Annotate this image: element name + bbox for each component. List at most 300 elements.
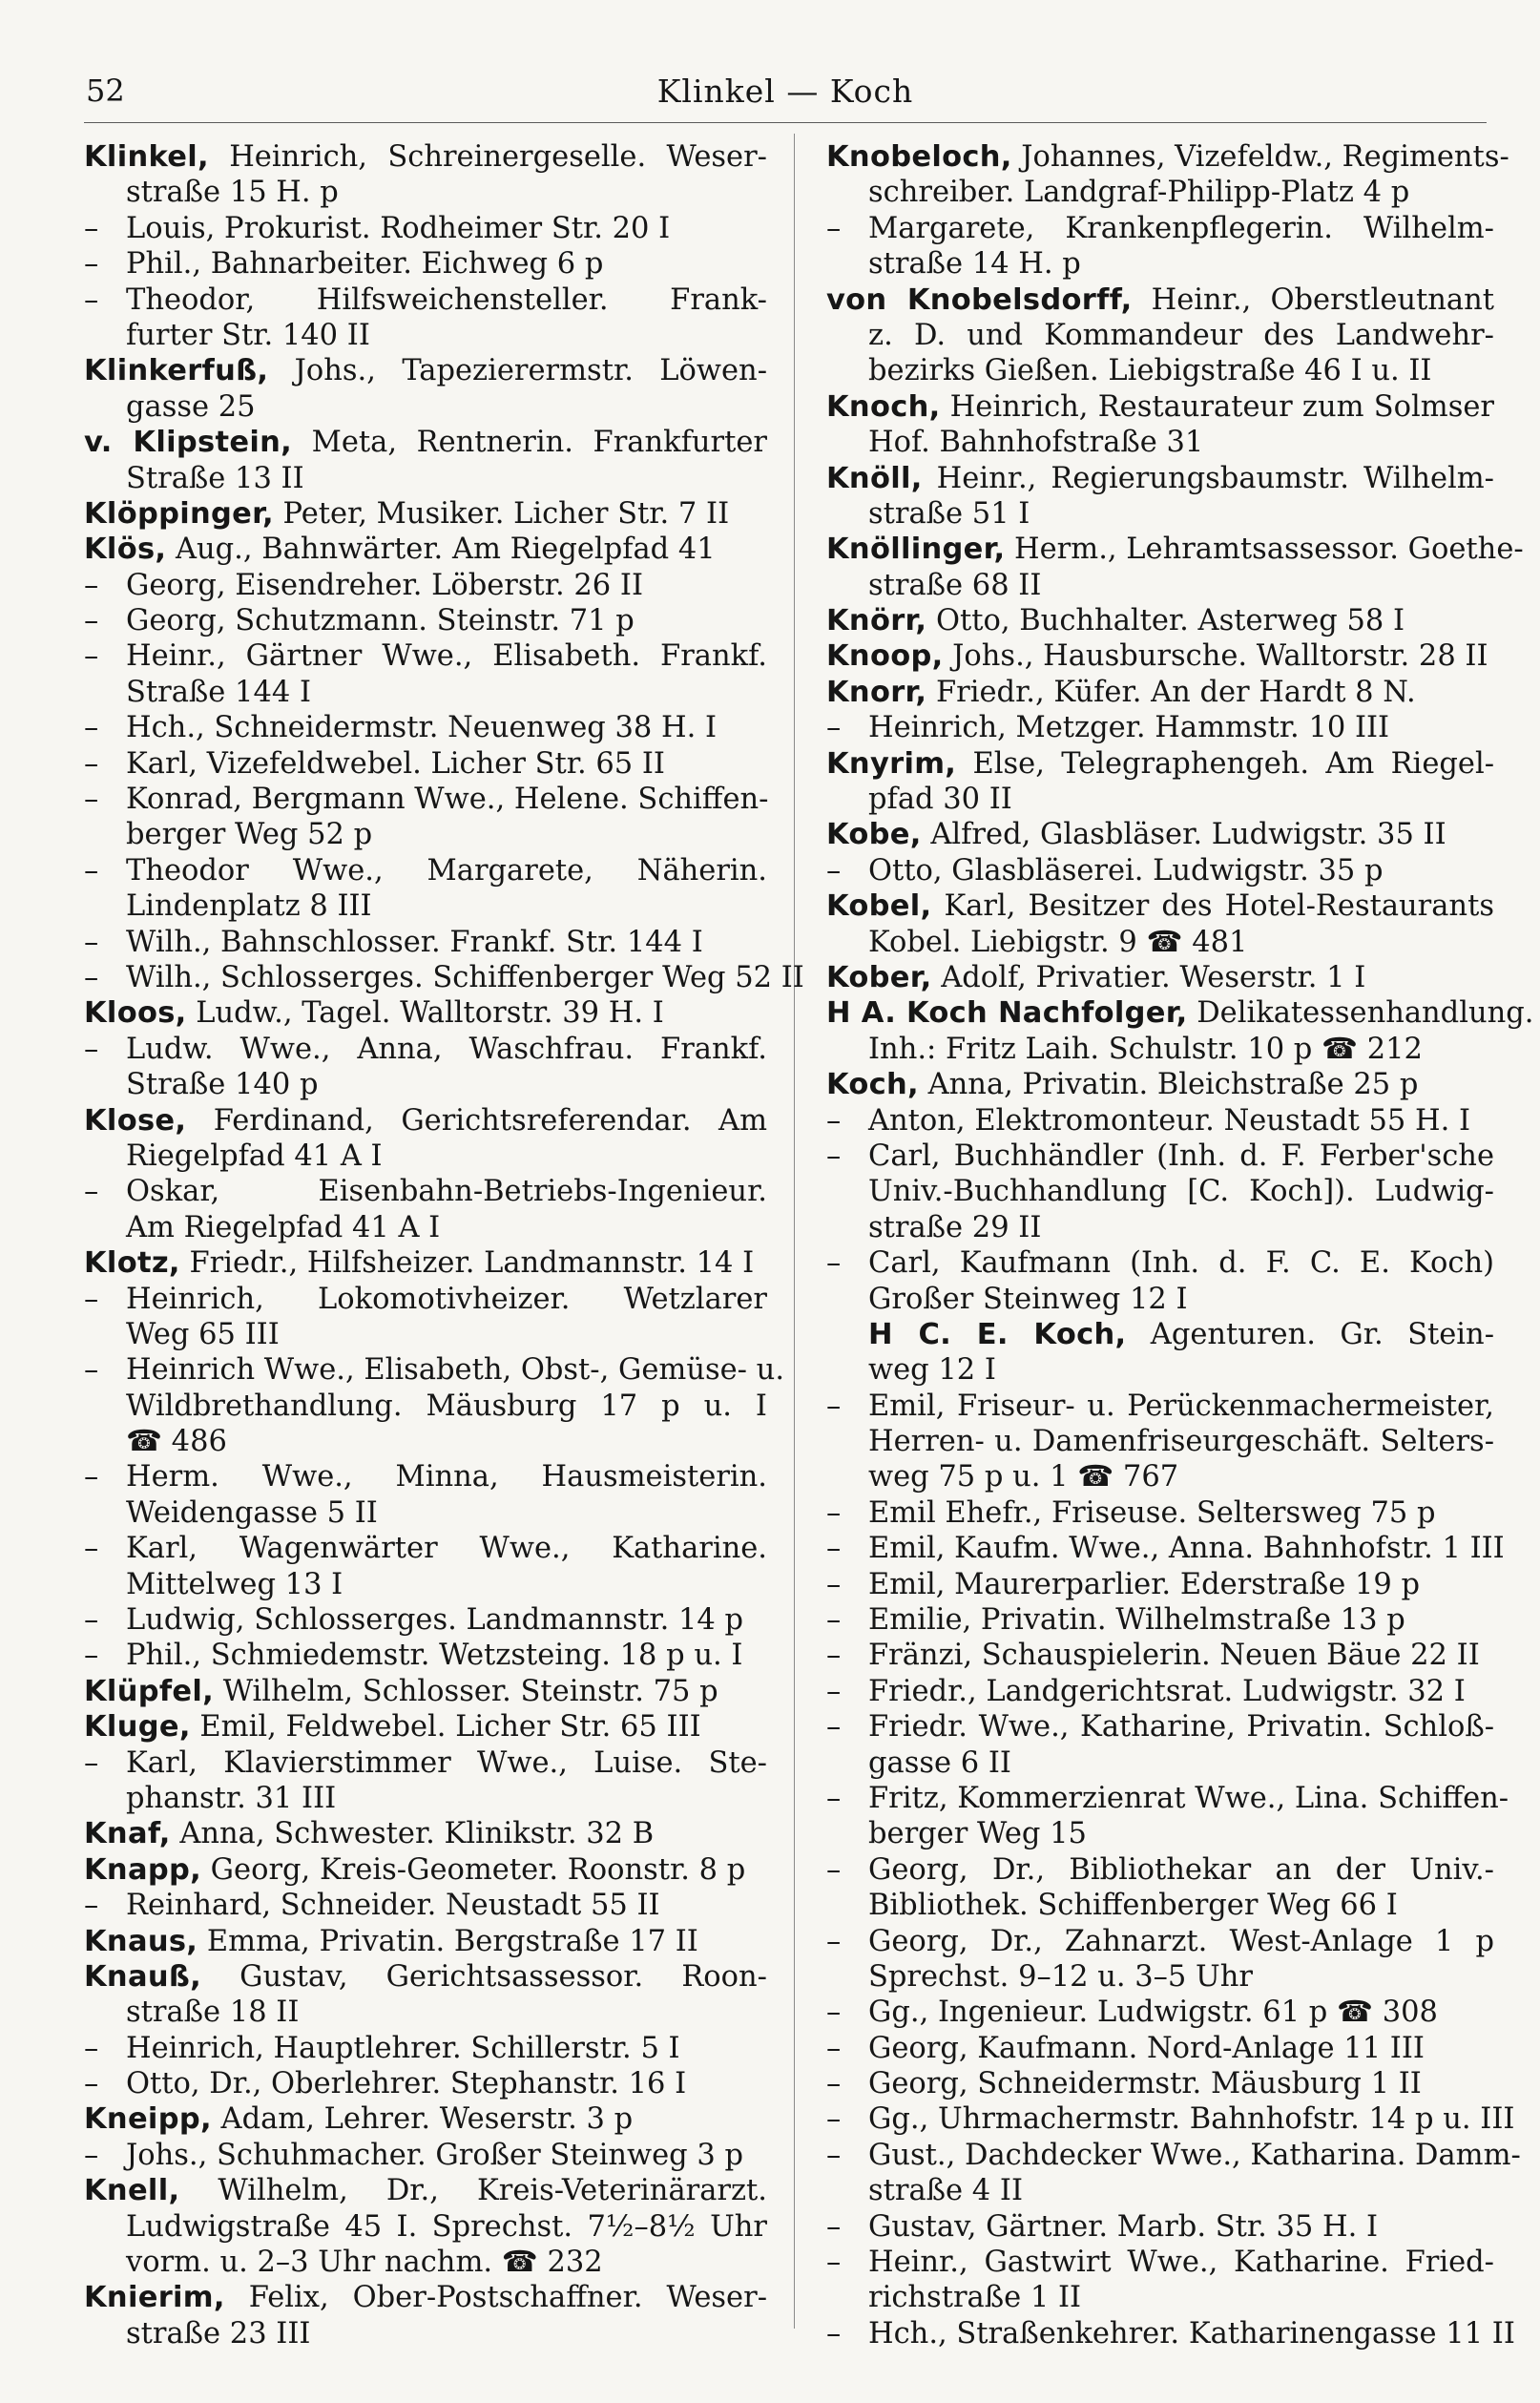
entry-text: Johs., Hausbursche. Walltorstr. 28 II — [943, 639, 1488, 674]
entry-line — [826, 211, 1494, 246]
entry-surname: Knöll, — [826, 461, 923, 495]
entry-text: straße 68 II — [868, 568, 1042, 602]
repeat-dash: – — [826, 211, 842, 245]
entry-text: Heinrich Wwe., Elisabeth, Obst-, Gemüse- u. — [126, 1353, 785, 1388]
entry-text: Phil., Bahnarbeiter. Eichweg 6 p — [126, 247, 604, 282]
entry-surname: Knoop, — [826, 639, 944, 674]
entry-line — [826, 353, 1494, 388]
entry-text: Karl, Vizefeldwebel. Licher Str. 65 II — [126, 746, 665, 781]
entry-line — [84, 568, 767, 603]
entry-line — [826, 1282, 1494, 1317]
entry-line — [84, 496, 767, 532]
entry-text: Karl, Wagenwärter Wwe., Katharine. — [126, 1532, 767, 1566]
entry-text: bezirks Gießen. Liebigstraße 46 I u. II — [868, 354, 1432, 388]
entry-surname: Knörr, — [826, 604, 927, 638]
entry-text: Friedr., Hilfsheizer. Landmannstr. 14 I — [179, 1246, 755, 1281]
entry-line — [84, 1602, 767, 1638]
entry-text: Ludw., Tagel. Walltorstr. 39 H. I — [186, 996, 664, 1031]
entry-text: Straße 13 II — [126, 461, 304, 495]
repeat-dash: – — [826, 1389, 842, 1423]
entry-text: Hch., Straßenkehrer. Katharinengasse 11 II — [868, 2316, 1515, 2351]
entry-line — [84, 389, 767, 425]
entry-line — [826, 1139, 1494, 1174]
entry-text: Georg, Dr., Bibliothekar an der Univ.- — [868, 1852, 1494, 1887]
directory-entry — [826, 1709, 1494, 1781]
directory-entry — [826, 282, 1494, 389]
directory-entry — [84, 2280, 767, 2351]
entry-surname: Knorr, — [826, 675, 927, 709]
entry-text: Wildbrethandlung. Mäusburg 17 p u. I — [126, 1389, 767, 1423]
repeat-dash: – — [826, 1567, 842, 1601]
directory-entry — [84, 710, 767, 745]
directory-entry — [826, 638, 1494, 674]
entry-text: Wilh., Bahnschlosser. Frankf. Str. 144 I — [126, 925, 703, 959]
directory-entry — [826, 2138, 1521, 2209]
entry-line — [826, 746, 1494, 782]
entry-text: Herren- u. Damenfriseurgeschäft. Selters- — [868, 1425, 1494, 1459]
entry-line — [826, 282, 1494, 318]
entry-surname: Klöppinger, — [84, 496, 274, 531]
repeat-dash: – — [84, 1603, 99, 1638]
entry-surname: Knoch, — [826, 389, 941, 424]
entry-line — [84, 1995, 767, 2030]
directory-entry — [826, 710, 1494, 745]
entry-text: z. D. und Kommandeur des Landwehr- — [868, 318, 1494, 352]
entry-text: Wilhelm, Dr., Kreis-Veterinärarzt. — [179, 2174, 767, 2208]
entry-line — [826, 1781, 1509, 1816]
entry-line — [826, 995, 1534, 1031]
repeat-dash: – — [826, 2246, 842, 2280]
entry-surname: Klose, — [84, 1103, 187, 1138]
directory-entry — [84, 1459, 767, 1531]
repeat-dash: – — [826, 2102, 842, 2137]
entry-surname: Knobeloch, — [826, 140, 1012, 174]
entry-line — [84, 1816, 767, 1851]
repeat-dash: – — [84, 1889, 99, 1923]
entry-line — [826, 1531, 1505, 1566]
directory-entry — [826, 1495, 1494, 1531]
entry-line — [84, 888, 767, 924]
directory-entry — [84, 925, 767, 960]
repeat-dash: – — [84, 1175, 99, 1209]
directory-entry — [826, 2316, 1515, 2351]
entry-text: Bibliothek. Schiffenberger Weg 66 I — [868, 1889, 1398, 1923]
entry-text: Friedr., Küfer. An der Hardt 8 N. — [926, 675, 1416, 709]
directory-entry — [84, 638, 767, 710]
entry-text: Heinr., Oberstleutnant — [1132, 282, 1494, 317]
directory-entry — [826, 1852, 1494, 1924]
repeat-dash: – — [84, 1353, 99, 1388]
entry-text: Konrad, Bergmann Wwe., Helene. Schiffen- — [126, 783, 769, 817]
repeat-dash: – — [84, 568, 99, 602]
entry-line — [826, 1495, 1494, 1531]
left-column — [84, 139, 804, 2351]
entry-line — [826, 1745, 1494, 1781]
entry-text: Oskar, Eisenbahn-Betriebs-Ingenieur. — [126, 1175, 767, 1209]
entry-text: Karl, Klavierstimmer Wwe., Luise. Ste- — [126, 1745, 767, 1780]
directory-entry — [826, 139, 1509, 211]
entry-text: Otto, Buchhalter. Asterweg 58 I — [926, 604, 1405, 638]
entry-line — [84, 1495, 767, 1531]
repeat-dash: – — [826, 1246, 842, 1281]
entry-line — [826, 1103, 1494, 1139]
entry-text: berger Weg 15 — [868, 1817, 1087, 1851]
entry-line — [826, 782, 1494, 817]
directory-entry — [84, 1852, 767, 1888]
entry-text: Johs., Schuhmacher. Großer Steinweg 3 p — [126, 2138, 743, 2172]
entry-text: Friedr. Wwe., Katharine, Privatin. Schloß- — [868, 1710, 1494, 1745]
directory-entry — [826, 1103, 1494, 1139]
repeat-dash: – — [84, 1032, 99, 1066]
repeat-dash: – — [84, 711, 99, 745]
entry-line — [84, 139, 767, 175]
directory-entry — [826, 1531, 1505, 1566]
entry-surname: H C. E. Koch, — [868, 1317, 1127, 1351]
entry-surname: Kober, — [826, 960, 932, 994]
entry-line — [84, 925, 767, 960]
entry-text: Theodor, Hilfsweichensteller. Frank- — [126, 282, 767, 317]
directory-entry — [84, 1174, 767, 1245]
entry-line — [826, 925, 1494, 960]
entry-text: Emilie, Privatin. Wilhelmstraße 13 p — [868, 1603, 1405, 1638]
entry-line — [826, 1424, 1494, 1459]
entry-surname: Klotz, — [84, 1246, 180, 1281]
entry-text: schreiber. Landgraf-Philipp-Platz 4 p — [868, 176, 1410, 210]
entry-line — [826, 1638, 1494, 1673]
entry-text: Carl, Kaufmann (Inh. d. F. C. E. Koch) — [868, 1246, 1494, 1281]
directory-entry — [84, 2138, 767, 2173]
entry-surname: Kobe, — [826, 818, 922, 852]
entry-text: Wilh., Schlosserges. Schiffenberger Weg 52 II — [126, 960, 804, 994]
entry-text: straße 18 II — [126, 1996, 300, 2030]
entry-text: Johannes, Vizefeldw., Regiments- — [1011, 140, 1509, 174]
entry-line — [84, 1139, 767, 1174]
entry-line — [84, 1638, 767, 1673]
repeat-dash: – — [84, 2138, 99, 2172]
entry-text: Großer Steinweg 12 I — [868, 1282, 1188, 1316]
entry-text: straße 23 III — [126, 2316, 311, 2351]
entry-text: Louis, Prokurist. Rodheimer Str. 20 I — [126, 211, 671, 245]
entry-line — [826, 532, 1524, 567]
entry-line — [84, 1674, 767, 1709]
entry-line — [826, 960, 1494, 995]
entry-line — [826, 2173, 1494, 2208]
directory-entry — [84, 568, 767, 603]
entry-text: Georg, Eisendreher. Löberstr. 26 II — [126, 568, 644, 602]
repeat-dash: – — [84, 783, 99, 817]
entry-line — [826, 675, 1494, 710]
entry-text: straße 29 II — [868, 1210, 1042, 1244]
entry-text: Herm. Wwe., Minna, Hausmeisterin. — [126, 1460, 767, 1494]
entry-surname: Koch, — [826, 1068, 919, 1102]
directory-entry — [84, 1638, 767, 1673]
entry-text: straße 14 H. p — [868, 247, 1081, 282]
entry-line — [826, 1067, 1494, 1102]
entry-text: Alfred, Glasbläser. Ludwigstr. 35 II — [921, 818, 1446, 852]
entry-text: Straße 140 p — [126, 1068, 319, 1102]
entry-line — [84, 1103, 767, 1139]
entry-text: Georg, Dr., Zahnarzt. West-Anlage 1 p — [868, 1924, 1494, 1958]
entry-line — [84, 1852, 767, 1888]
entry-surname: Knaus, — [84, 1924, 198, 1958]
repeat-dash: – — [84, 1639, 99, 1673]
entry-text: Emil, Maurerparlier. Ederstraße 19 p — [868, 1567, 1421, 1601]
entry-line — [84, 782, 767, 817]
entry-line — [84, 1174, 767, 1209]
entry-text: Straße 144 I — [126, 675, 311, 709]
repeat-dash: – — [826, 1674, 842, 1708]
directory-entry — [84, 1282, 767, 1353]
entry-text: Riegelpfad 41 A I — [126, 1139, 383, 1173]
entry-line — [84, 2138, 767, 2173]
repeat-dash: – — [84, 1532, 99, 1566]
entry-line — [826, 1602, 1494, 1638]
entry-line — [84, 1352, 785, 1388]
entry-line — [84, 353, 767, 388]
entry-text: Reinhard, Schneider. Neustadt 55 II — [126, 1889, 660, 1923]
repeat-dash: – — [84, 1745, 99, 1780]
directory-entry — [84, 246, 767, 282]
entry-text: Adam, Lehrer. Weserstr. 3 p — [211, 2102, 634, 2137]
repeat-dash: – — [84, 247, 99, 282]
entry-surname: Kluge, — [84, 1710, 191, 1745]
entry-text: Otto, Glasbläserei. Ludwigstr. 35 p — [868, 853, 1384, 888]
entry-text: Friedr., Landgerichtsrat. Ludwigstr. 32 I — [868, 1674, 1466, 1708]
entry-line — [84, 1888, 767, 1923]
entry-line — [84, 2209, 767, 2245]
entry-line — [84, 1282, 767, 1317]
entry-line — [84, 1245, 767, 1281]
entry-text: Weg 65 III — [126, 1317, 280, 1351]
repeat-dash: – — [826, 1103, 842, 1138]
entry-text: Georg, Schutzmann. Steinstr. 71 p — [126, 604, 635, 638]
entry-text: weg 75 p u. 1 ☎ 767 — [868, 1460, 1179, 1494]
entry-surname: Klös, — [84, 533, 167, 567]
directory-entry — [826, 2066, 1494, 2101]
directory-entry — [826, 603, 1494, 638]
entry-text: Emil, Friseur- u. Perückenmachermeister, — [868, 1389, 1494, 1423]
entry-text: Delikatessenhandlung. — [1187, 996, 1534, 1031]
entry-line — [84, 282, 767, 318]
entry-text: pfad 30 II — [868, 783, 1012, 817]
entry-text: Georg, Schneidermstr. Mäusburg 1 II — [868, 2067, 1422, 2101]
entry-text: Mittelweg 13 I — [126, 1567, 343, 1601]
repeat-dash: – — [84, 604, 99, 638]
directory-entry — [826, 2101, 1515, 2137]
entry-line — [826, 568, 1494, 603]
entry-line — [84, 425, 767, 460]
entry-line — [84, 1924, 767, 1959]
repeat-dash: – — [826, 1532, 842, 1566]
entry-surname: Kloos, — [84, 996, 187, 1031]
repeat-dash: – — [826, 1603, 842, 1638]
directory-entry — [84, 1959, 767, 2031]
entry-line — [826, 2280, 1494, 2315]
entry-text: Peter, Musiker. Licher Str. 7 II — [273, 496, 730, 531]
entry-text: Ferdinand, Gerichtsreferendar. Am — [186, 1103, 767, 1138]
entry-text: Weidengasse 5 II — [126, 1495, 378, 1530]
directory-entry — [84, 1103, 767, 1175]
directory-entry — [84, 496, 767, 532]
directory-entry — [84, 1816, 767, 1851]
directory-entry — [826, 853, 1494, 888]
column-divider — [794, 134, 795, 2329]
directory-entry — [84, 960, 804, 995]
repeat-dash: – — [84, 1282, 99, 1316]
entry-line — [826, 2138, 1521, 2173]
entry-line — [84, 2245, 767, 2280]
repeat-dash: – — [84, 925, 99, 959]
entry-line — [84, 2316, 767, 2351]
running-title: Klinkel — Koch — [656, 73, 914, 110]
entry-text: straße 4 II — [868, 2174, 1023, 2208]
entry-line — [84, 1959, 767, 1995]
entry-surname: Knapp, — [84, 1852, 201, 1887]
entry-line — [826, 888, 1494, 924]
entry-text: Gustav, Gärtner. Marb. Str. 35 H. I — [868, 2209, 1379, 2244]
entry-line — [826, 638, 1494, 674]
entry-text: Sprechst. 9–12 u. 3–5 Uhr — [868, 1959, 1253, 1994]
entry-text: Gg., Ingenieur. Ludwigstr. 61 p ☎ 308 — [868, 1996, 1438, 2030]
entry-text: Anna, Privatin. Bleichstraße 25 p — [918, 1068, 1419, 1102]
repeat-dash: – — [826, 2031, 842, 2065]
entry-line — [84, 853, 767, 888]
repeat-dash: – — [84, 1460, 99, 1494]
directory-entry — [826, 1245, 1494, 1317]
entry-line — [84, 2280, 767, 2315]
entry-surname: Knöllinger, — [826, 533, 1006, 567]
repeat-dash: – — [826, 1495, 842, 1530]
repeat-dash: – — [84, 746, 99, 781]
directory-entry — [826, 995, 1534, 1067]
entry-text: Heinrich, Lokomotivheizer. Wetzlarer — [126, 1282, 767, 1316]
directory-entry — [84, 603, 767, 638]
entry-surname: Knaf, — [84, 1817, 171, 1851]
directory-entry — [826, 1317, 1494, 1389]
entry-line — [826, 2245, 1494, 2280]
directory-entry — [84, 353, 767, 425]
entry-line — [84, 532, 767, 567]
entry-text: Emil, Kaufm. Wwe., Anna. Bahnhofstr. 1 III — [868, 1532, 1505, 1566]
entry-line — [84, 2173, 767, 2208]
entry-line — [84, 1709, 767, 1745]
entry-text: Else, Telegraphengeh. Am Riegel- — [956, 746, 1494, 781]
directory-entry — [826, 960, 1494, 995]
entry-text: Gg., Uhrmachermstr. Bahnhofstr. 14 p u. III — [868, 2102, 1515, 2137]
directory-entry — [826, 817, 1494, 852]
directory-entry — [826, 1139, 1494, 1245]
entry-text: Fritz, Kommerzienrat Wwe., Lina. Schiffen- — [868, 1781, 1509, 1815]
directory-entry — [84, 139, 767, 211]
entry-line — [826, 1317, 1494, 1352]
directory-entry — [84, 2101, 767, 2137]
entry-line — [826, 246, 1494, 282]
entry-text: Heinrich, Restaurateur zum Solmser — [940, 389, 1494, 424]
repeat-dash: – — [84, 2031, 99, 2065]
directory-entry — [826, 1638, 1494, 1673]
directory-entry — [826, 1389, 1494, 1495]
entry-line — [826, 1032, 1494, 1067]
entry-text: Ludwigstraße 45 I. Sprechst. 7½–8½ Uhr — [126, 2209, 767, 2244]
entry-text: straße 51 I — [868, 496, 1030, 531]
directory-entry — [84, 995, 767, 1031]
entry-text: Karl, Besitzer des Hotel-Restaurants — [931, 889, 1494, 924]
entry-text: Emil, Feldwebel. Licher Str. 65 III — [190, 1710, 701, 1745]
entry-text: Anton, Elektromonteur. Neustadt 55 H. I — [868, 1103, 1471, 1138]
entry-line — [826, 817, 1494, 852]
repeat-dash: – — [826, 2067, 842, 2101]
entry-surname: Kneipp, — [84, 2102, 212, 2137]
entry-text: Hch., Schneidermstr. Neuenweg 38 H. I — [126, 711, 718, 745]
directory-entry — [84, 1674, 767, 1709]
entry-line — [826, 1959, 1494, 1995]
entry-line — [826, 139, 1509, 175]
entry-line — [84, 175, 767, 210]
entry-text: Otto, Dr., Oberlehrer. Stephanstr. 16 I — [126, 2067, 687, 2101]
entry-text: Theodor Wwe., Margarete, Näherin. — [126, 853, 767, 888]
entry-text: ☎ 486 — [126, 1425, 227, 1459]
entry-line — [84, 1317, 767, 1352]
repeat-dash: – — [84, 853, 99, 888]
entry-text: Lindenplatz 8 III — [126, 889, 372, 924]
entry-line — [826, 1888, 1494, 1923]
entry-line — [84, 1032, 767, 1067]
directory-entry — [84, 853, 767, 925]
entry-text: Heinr., Gärtner Wwe., Elisabeth. Frankf. — [126, 639, 767, 674]
entry-surname: v. Klipstein, — [84, 426, 292, 460]
entry-line — [84, 1781, 767, 1816]
entry-line — [826, 318, 1494, 353]
directory-entry — [826, 1602, 1494, 1638]
repeat-dash: – — [826, 2209, 842, 2244]
entry-text: Kobel. Liebigstr. 9 ☎ 481 — [868, 925, 1248, 959]
entry-line — [826, 2316, 1515, 2351]
directory-entry — [826, 2209, 1494, 2245]
repeat-dash: – — [826, 1710, 842, 1745]
entry-line — [84, 603, 767, 638]
entry-line — [826, 710, 1494, 745]
directory-entry — [84, 2031, 767, 2066]
directory-entry — [84, 1032, 767, 1103]
entry-line — [826, 496, 1494, 532]
entry-line — [84, 746, 767, 782]
directory-entry — [826, 1674, 1494, 1709]
entry-line — [84, 638, 767, 674]
directory-entry — [826, 1924, 1494, 1996]
directory-entry — [84, 1745, 767, 1817]
entry-line — [84, 211, 767, 246]
entry-line — [84, 1424, 767, 1459]
entry-line — [826, 1674, 1494, 1709]
entry-line — [826, 2066, 1494, 2101]
entry-line — [826, 1389, 1494, 1424]
directory-entry — [826, 532, 1524, 603]
entry-text: Am Riegelpfad 41 A I — [126, 1210, 441, 1244]
entry-text: Univ.-Buchhandlung [C. Koch]). Ludwig- — [868, 1175, 1494, 1209]
entry-text: Agenturen. Gr. Stein- — [1126, 1317, 1494, 1351]
entry-line — [826, 425, 1494, 460]
entry-text: Georg, Kaufmann. Nord-Anlage 11 III — [868, 2031, 1425, 2065]
entry-line — [84, 1210, 767, 1245]
entry-text: furter Str. 140 II — [126, 318, 370, 352]
directory-entry — [826, 888, 1494, 960]
directory-entry — [84, 1924, 767, 1959]
entry-surname: Knauß, — [84, 1959, 201, 1994]
entry-line — [826, 1174, 1494, 1209]
entry-text: richstraße 1 II — [868, 2281, 1082, 2315]
directory-entry — [826, 461, 1494, 533]
entry-line — [826, 1245, 1494, 1281]
